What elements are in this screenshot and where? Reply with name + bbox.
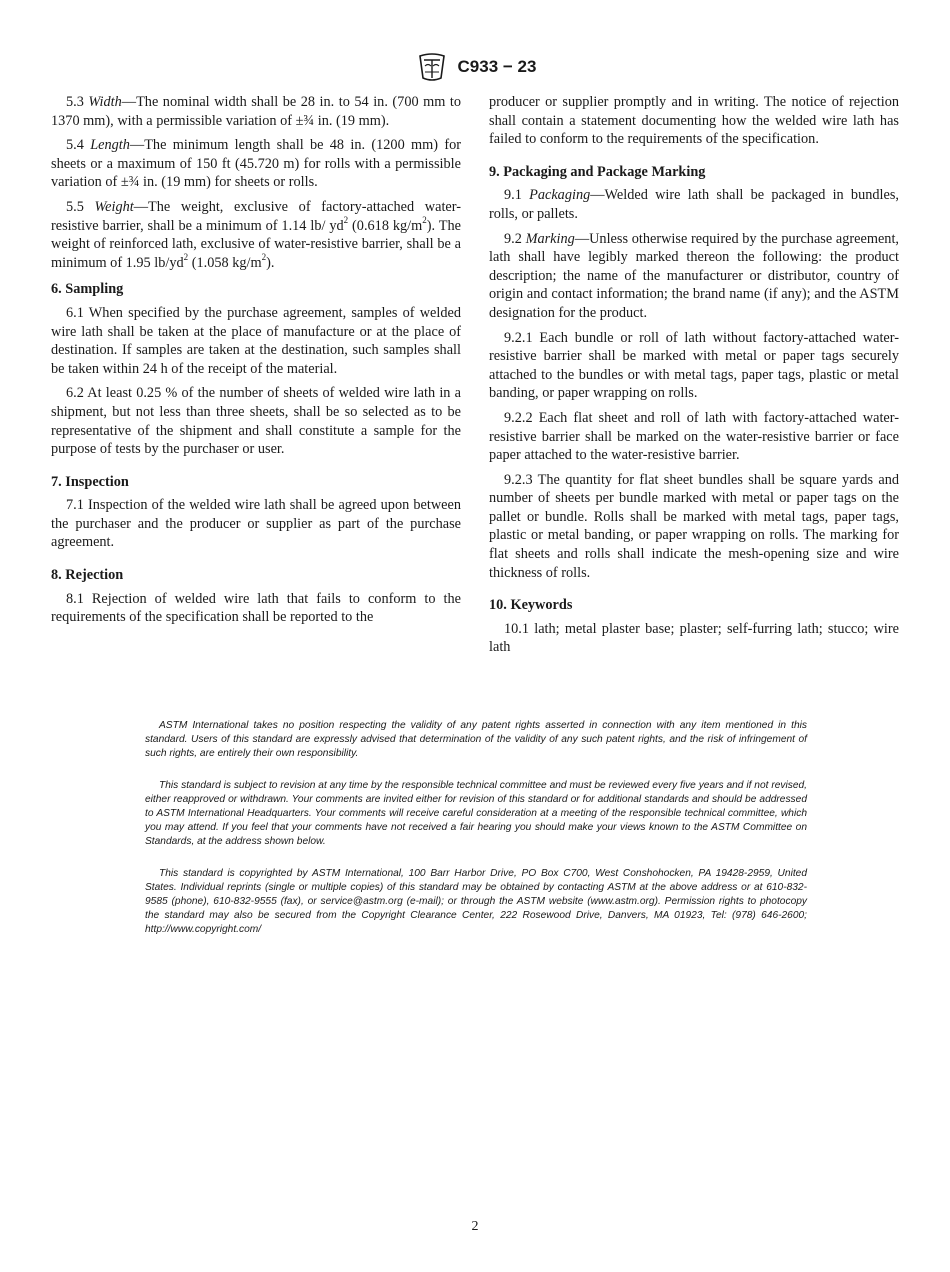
copyright-notice: This standard is copyrighted by ASTM International, 100 Barr Harbor Drive, PO Box C700, West Conshohocken, PA 19428-2959, United States. Individual reprints (single or multiple copies) of this standard may be obtained by contacting ASTM at the above address or at 610-832-9585 (phone), 610-832-9555 (fax), or service@astm.org (e-mail); or through the ASTM website (www.astm.org). Permission rights to photocopy the standard may also be secured from the Copyright Clearance Center, 222 Rosewood Drive, Danvers, MA 01923, Tel: (978) 646-2600; http://www.copyright.com/ bbox=[145, 868, 807, 935]
right-column bbox=[489, 93, 899, 663]
section-9-2-2: 9.2.2 Each flat sheet and roll of lath with factory-attached water-resistive barrier shall be marked on the water-resistive barrier or face paper attached to the water-resistive barrier. bbox=[489, 409, 899, 464]
heading-sampling: 6. Sampling bbox=[51, 281, 124, 298]
heading-rejection: 8. Rejection bbox=[51, 567, 124, 584]
section-9-1: 9.1 Packaging—Welded wire lath shall be packaged in bundles, rolls, or pallets. bbox=[489, 187, 899, 222]
section-6-1: 6.1 When specified by the purchase agreement, samples of welded wire lath shall be taken at the place of manufacture or at the place of destination. If samples are taken at the destination, such samples shall be taken within 24 h of the receipt of the material. bbox=[51, 304, 461, 377]
section-6-2: 6.2 At least 0.25 % of the number of sheets of welded wire lath in a shipment, but not less than three sheets, shall be so selected as to be representative of the shipment and shall constitute a sample for the purpose of tests by the purchaser or user. bbox=[51, 385, 461, 458]
left-column bbox=[51, 93, 461, 633]
heading-inspection: 7. Inspection bbox=[51, 473, 129, 490]
section-9-2-3: 9.2.3 The quantity for flat sheet bundles shall be square yards and number of sheets per bundle marked with metal or paper tags on the pallet or bundle. Rolls shall be marked with metal tags, paper tags, plastic or metal banding, or paper wrapping on rolls. The marking for flat sheets and rolls shall indicate the mesh-opening size and wire thickness of rolls. bbox=[489, 471, 899, 581]
section-10-1: 10.1 lath; metal plaster base; plaster; self-furring lath; stucco; wire lath bbox=[489, 620, 899, 656]
section-7-1: 7.1 Inspection of the welded wire lath shall be agreed upon between the purchaser and the producer or supplier as part of the purchase agreement. bbox=[51, 497, 461, 551]
page-header bbox=[0, 52, 950, 84]
heading-packaging: 9. Packaging and Package Marking bbox=[489, 163, 706, 180]
legal-notices bbox=[145, 719, 807, 955]
section-5-3: 5.3 Width—The nominal width shall be 28 in. to 54 in. (700 mm to 1370 mm), with a permissible variation of ±¾ in. (19 mm). bbox=[51, 94, 461, 129]
revision-notice: This standard is subject to revision at any time by the responsible technical committee and must be reviewed every five years and if not revised, either reapproved or withdrawn. Your comments are invited either for revision of this standard or for additional standards and should be addressed to ASTM International Headquarters. Your comments will receive careful consideration at a meeting of the responsible technical committee, which you may attend. If you feel that your comments have not received a fair hearing you should make your views known to the ASTM Committee on Standards, at the address shown below. bbox=[145, 780, 807, 847]
heading-keywords: 10. Keywords bbox=[489, 597, 573, 614]
page-number: 2 bbox=[471, 1219, 479, 1234]
section-8-1-continued: producer or supplier promptly and in writing. The notice of rejection shall contain a statement documenting how the welded wire lath has failed to conform to the requirements of the specification. bbox=[489, 94, 899, 148]
section-5-5: 5.5 Weight—The weight, exclusive of factory-attached water-resistive barrier, shall be a minimum of 1.14 lb/ $yd^2$ (0.618 $kg/m^2$). The weight of reinforced lath, exclusive of water-resistive barrier, shall be a minimum of 1.95 $lb/yd^2$ (1.058 $kg/m^2$). bbox=[51, 198, 461, 271]
document-designation: C933 − 23 bbox=[457, 57, 537, 76]
section-9-2-1: 9.2.1 Each bundle or roll of lath without factory-attached water-resistive barrier shall be marked with metal or paper tags securely attached to the bundles or with metal tags, paper tags, plastic or metal banding, or paper wrapping on rolls. bbox=[489, 329, 899, 402]
section-5-4: 5.4 Length—The minimum length shall be 48 in. (1200 mm) for sheets or a maximum of 150 ft (45.720 m) for rolls with a permissible variation of ±¾ in. (19 mm) for sheets or rolls. bbox=[51, 137, 462, 191]
astm-logo-icon bbox=[414, 52, 450, 82]
section-9-2: 9.2 Marking—Unless otherwise required by the purchase agreement, lath shall have legibly marked thereon the following: the product description; the name of the manufacturer or distributor, country of origin and contact information; the brand name (if any); and the ASTM designation for the product. bbox=[489, 230, 899, 321]
patent-notice: ASTM International takes no position respecting the validity of any patent rights asserted in connection with any item mentioned in this standard. Users of this standard are expressly advised that determination of the validity of any such patent rights, and the risk of infringement of such rights, are entirely their own responsibility. bbox=[145, 720, 807, 759]
section-8-1: 8.1 Rejection of welded wire lath that fails to conform to the requirements of the specification shall be reported to the bbox=[51, 590, 461, 626]
